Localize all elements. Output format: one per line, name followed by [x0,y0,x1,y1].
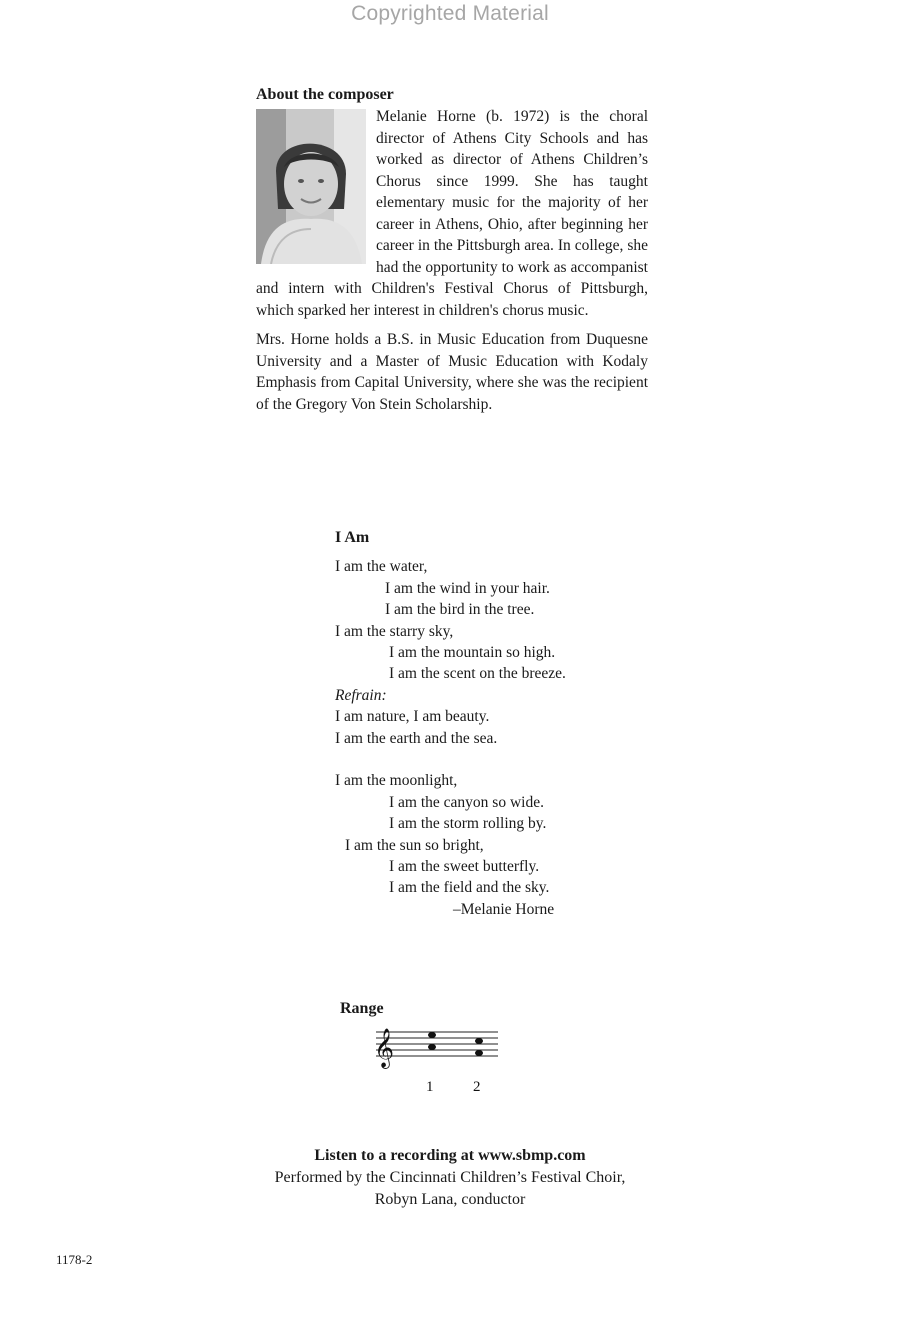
about-composer-paragraph-2: Mrs. Horne holds a B.S. in Music Education from Duquesne University and a Master of Music Education with Kodaly Emphasis from Capital University, where she was the recipient of the Gregory Von Stein Scholarship. [256,331,648,413]
page-number: 1178-2 [56,1252,93,1267]
poem-line: I am the sun so bright, [345,836,484,854]
range-note [475,1050,483,1056]
poem-line: I am the storm rolling by. [389,815,547,833]
poem-line: I am the wind in your hair. [385,579,550,597]
poem-line: I am the starry sky, [335,622,454,640]
stanza-spacer [335,749,655,770]
vocal-range [340,1000,520,1100]
recording-info [0,1145,900,1211]
recording-link-line: Listen to a recording at www.sbmp.com [314,1147,586,1164]
poem-line: I am the water, [335,558,428,576]
poem-i-am [335,527,655,920]
poem-line: I am the mountain so high. [389,644,556,662]
poem-line: I am the bird in the tree. [385,601,535,619]
about-composer-section [256,84,648,415]
range-label: Range [340,1000,384,1017]
poem-line: I am nature, I am beauty. [335,708,490,726]
poem-line: I am the sweet butterfly. [389,858,540,876]
treble-clef-icon: 𝄞 [374,1028,395,1068]
poem-line: I am the field and the sky. [389,879,550,897]
range-staff [370,1014,510,1100]
recording-performer-line: Performed by the Cincinnati Children’s Festival Choir, [274,1169,626,1186]
poem-line: I am the moonlight, [335,772,458,790]
about-composer-paragraph-1-text: Melanie Horne (b. 1972) is the choral director of Athens City Schools and has worked as director of Athens Children’s Chorus since 1999. She has taught elementary music for the majority of her career in Athens, Ohio, after beginning her career in the Pittsburgh area. In college, she had the opportunity to work as accompanist and intern with Children's Festival Chorus of Pittsburgh, which sparked her interest in children's chorus music. [256,108,648,319]
range-part-1-label: 1 [426,1079,434,1095]
poem-line: I am the scent on the breeze. [389,665,566,683]
poem-signature: –Melanie Horne [453,900,555,918]
copyright-watermark: Copyrighted Material [351,2,549,25]
poem-title: I Am [335,529,370,546]
poem-line: I am the canyon so wide. [389,793,544,811]
refrain-label: Refrain: [335,686,387,704]
about-composer-paragraph-1 [256,106,648,321]
poem-line: I am the earth and the sea. [335,729,498,747]
range-part-2-label: 2 [473,1079,481,1095]
about-composer-heading: About the composer [256,86,394,103]
range-note [475,1038,483,1044]
range-note [428,1032,436,1038]
recording-conductor-line: Robyn Lana, conductor [374,1191,526,1208]
range-note [428,1044,436,1050]
composer-photo [256,109,366,264]
